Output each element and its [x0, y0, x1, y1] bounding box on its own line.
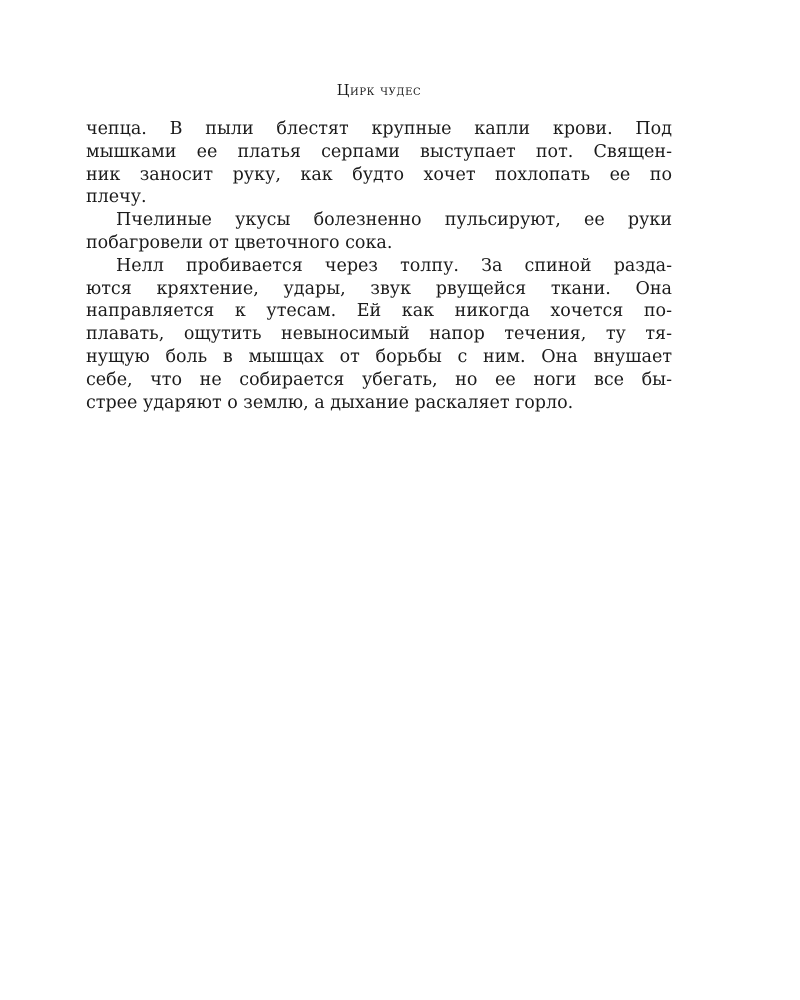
text-line: побагровели от цветочного сока.	[86, 232, 393, 253]
text-line: нущую боль в мышцах от борьбы с ним. Она внушает	[86, 346, 672, 367]
text-line: плавать, ощутить невыносимый напор течения, ту тя-	[86, 324, 672, 345]
paragraph-2	[86, 209, 672, 255]
running-head: Цирк чудес	[336, 83, 422, 99]
body-text	[86, 118, 672, 414]
text-line: ник заносит руку, как будто хочет похлопать ее по	[86, 164, 672, 185]
text-line: ются кряхтение, удары, звук рвущейся ткани. Она	[86, 278, 672, 299]
text-line: Нелл пробивается через толпу. За спиной разда-	[116, 255, 672, 276]
paragraph-3	[86, 255, 672, 415]
text-line: себе, что не собирается убегать, но ее ноги все бы-	[86, 369, 672, 390]
paragraph-1	[86, 118, 672, 209]
text-line: мышками ее платья серпами выступает пот. Священ-	[86, 141, 672, 162]
text-line: направляется к утесам. Ей как никогда хочется по-	[86, 301, 672, 322]
text-line: плечу.	[86, 187, 147, 208]
text-line: Пчелиные укусы болезненно пульсируют, ее руки	[116, 210, 672, 231]
text-line: стрее ударяют о землю, а дыхание раскаляет горло.	[86, 392, 574, 413]
book-page	[86, 78, 672, 414]
text-line: чепца. В пыли блестят крупные капли крови. Под	[86, 119, 672, 139]
